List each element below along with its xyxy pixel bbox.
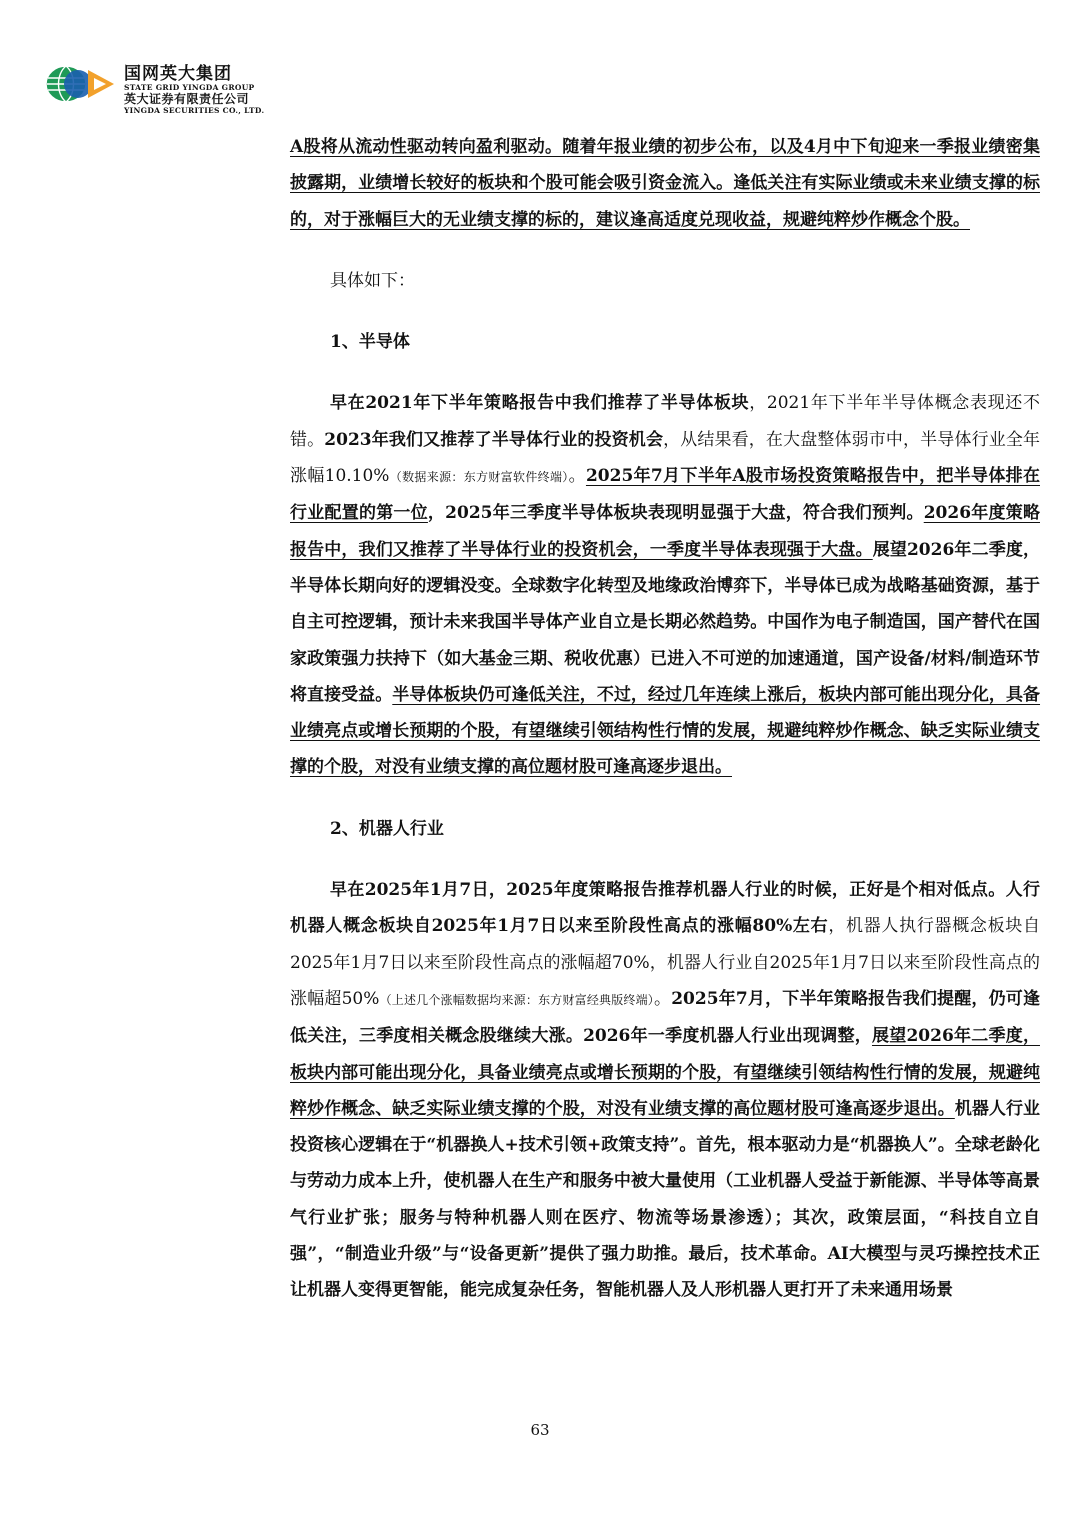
- sc-run-8: ，2025年三季度半导体板块表现明显强于大盘，符合我们预判。: [427, 503, 924, 524]
- specifics-line: 具体如下：: [330, 270, 415, 291]
- page-number: 63: [530, 1421, 550, 1439]
- company-name-en: STATE GRID YINGDA GROUP: [124, 83, 255, 92]
- company-name-block: [124, 64, 264, 115]
- state-grid-logo-icon: [44, 64, 120, 104]
- subsidiary-name-en: YINGDA SECURITIES CO., LTD.: [124, 106, 265, 115]
- company-name-cn: 国网英大集团: [124, 64, 232, 84]
- subsidiary-name-cn: 英大证券有限责任公司: [124, 92, 250, 106]
- rb-data-source: （上述几个涨幅数据均来源：东方财富经典版终端）: [379, 992, 654, 1007]
- sc-run-2: ，2021年下半年半导体概念表现还不错。: [290, 393, 1040, 450]
- sc-data-source: （数据来源：东方财富软件终端）: [389, 470, 569, 485]
- sc-run-1: 早在2021年下半年策略报告中我们推荐了半导体板块: [330, 393, 750, 414]
- rb-run-6: 展望2026年二季度，板块内部可能出现分化，具备业绩亮点或增长预期的个股，有望继续引领结构性行情的发展，规避纯粹炒作概念、缺乏实际业绩支撑的个股，对没有业绩支撑的高位题材股可逢高逐步退出。: [290, 1026, 1040, 1119]
- section-heading-robotics: 2、机器人行业: [330, 818, 444, 839]
- rb-run-1: 早在2025年1月7日，2025年度策略报告推荐机器人行业的时候，正好是个相对低点。人行机器人概念板块自2025年1月7日以来至阶段性高点的涨幅80%左右: [290, 880, 1040, 937]
- semiconductor-paragraph: [290, 385, 1040, 785]
- sc-run-10: 展望2026年二季度，半导体长期向好的逻辑没变。全球数字化转型及地缘政治博弈下，半导体已成为战略基础资源，基于自主可控逻辑，预计未来我国半导体产业自立是长期必然趋势。中国作为电子制造国，国产替代在国家政策强力扶持下（如大基金三期、税收优惠）已进入不可逆的加速通道，国产设备/材料/制造环节将直接受益。: [290, 539, 1040, 705]
- intro-paragraph: [290, 129, 1040, 238]
- sc-run-3: 2023年我们又推荐了半导体行业的投资机会: [324, 429, 664, 450]
- report-body: [290, 129, 1040, 1309]
- sc-run-9: 2026年度策略报告中，我们又推荐了半导体行业的投资机会，一季度半导体表现强于大盘。: [290, 503, 1040, 560]
- rb-run-4: 。: [654, 988, 672, 1009]
- sc-run-4: ，从结果看，在大盘整体弱市中，半导体行业全年涨幅10.10%: [290, 429, 1040, 487]
- intro-text: A股将从流动性驱动转向盈利驱动。随着年报业绩的初步公布，以及4月中下旬迎来一季报业绩密集披露期，业绩增长较好的板块和个股可能会吸引资金流入。逢低关注有实际业绩或未来业绩支撑的标的，对于涨幅巨大的无业绩支撑的标的，建议逢高适度兑现收益，规避纯粹炒作概念个股。: [290, 137, 1040, 230]
- rb-run-5: 2025年7月，下半年策略报告我们提醒，仍可逢低关注，三季度相关概念股继续大涨。2026年一季度机器人行业出现调整，: [290, 988, 1040, 1047]
- rb-run-7: 机器人行业投资核心逻辑在于“机器换人+技术引领+政策支持”。首先，根本驱动力是“机器换人”。全球老龄化与劳动力成本上升，使机器人在生产和服务中被大量使用（工业机器人受益于新能源、半导体等高景气行业扩张；服务与特种机器人则在医疗、物流等场景渗透）；其次，政策层面，“科技自立自强”，“制造业升级”与“设备更新”提供了强力助推。最后，技术革命。AI大模型与灵巧操控技术正让机器人变得更智能，能完成复杂任务，智能机器人及人形机器人更打开了未来通用场景: [290, 1098, 1040, 1301]
- section-heading-semiconductor: 1、半导体: [330, 332, 410, 353]
- rb-run-2: ，机器人执行器概念板块自2025年1月7日以来至阶段性高点的涨幅超70%，机器人行业自2025年1月7日以来至阶段性高点的涨幅超50%: [290, 916, 1041, 1009]
- sc-run-7: 2025年7月下半年A股市场投资策略报告中，把半导体排在行业配置的第一位: [290, 466, 1040, 524]
- sc-run-6: 。: [568, 466, 586, 487]
- robotics-paragraph: [290, 872, 1040, 1309]
- sc-run-11: 半导体板块仍可逢低关注，不过，经过几年连续上涨后，板块内部可能出现分化，具备业绩亮点或增长预期的个股，有望继续引领结构性行情的发展，规避纯粹炒作概念、缺乏实际业绩支撑的个股，对没有业绩支撑的高位题材股可逢高逐步退出。: [290, 684, 1041, 778]
